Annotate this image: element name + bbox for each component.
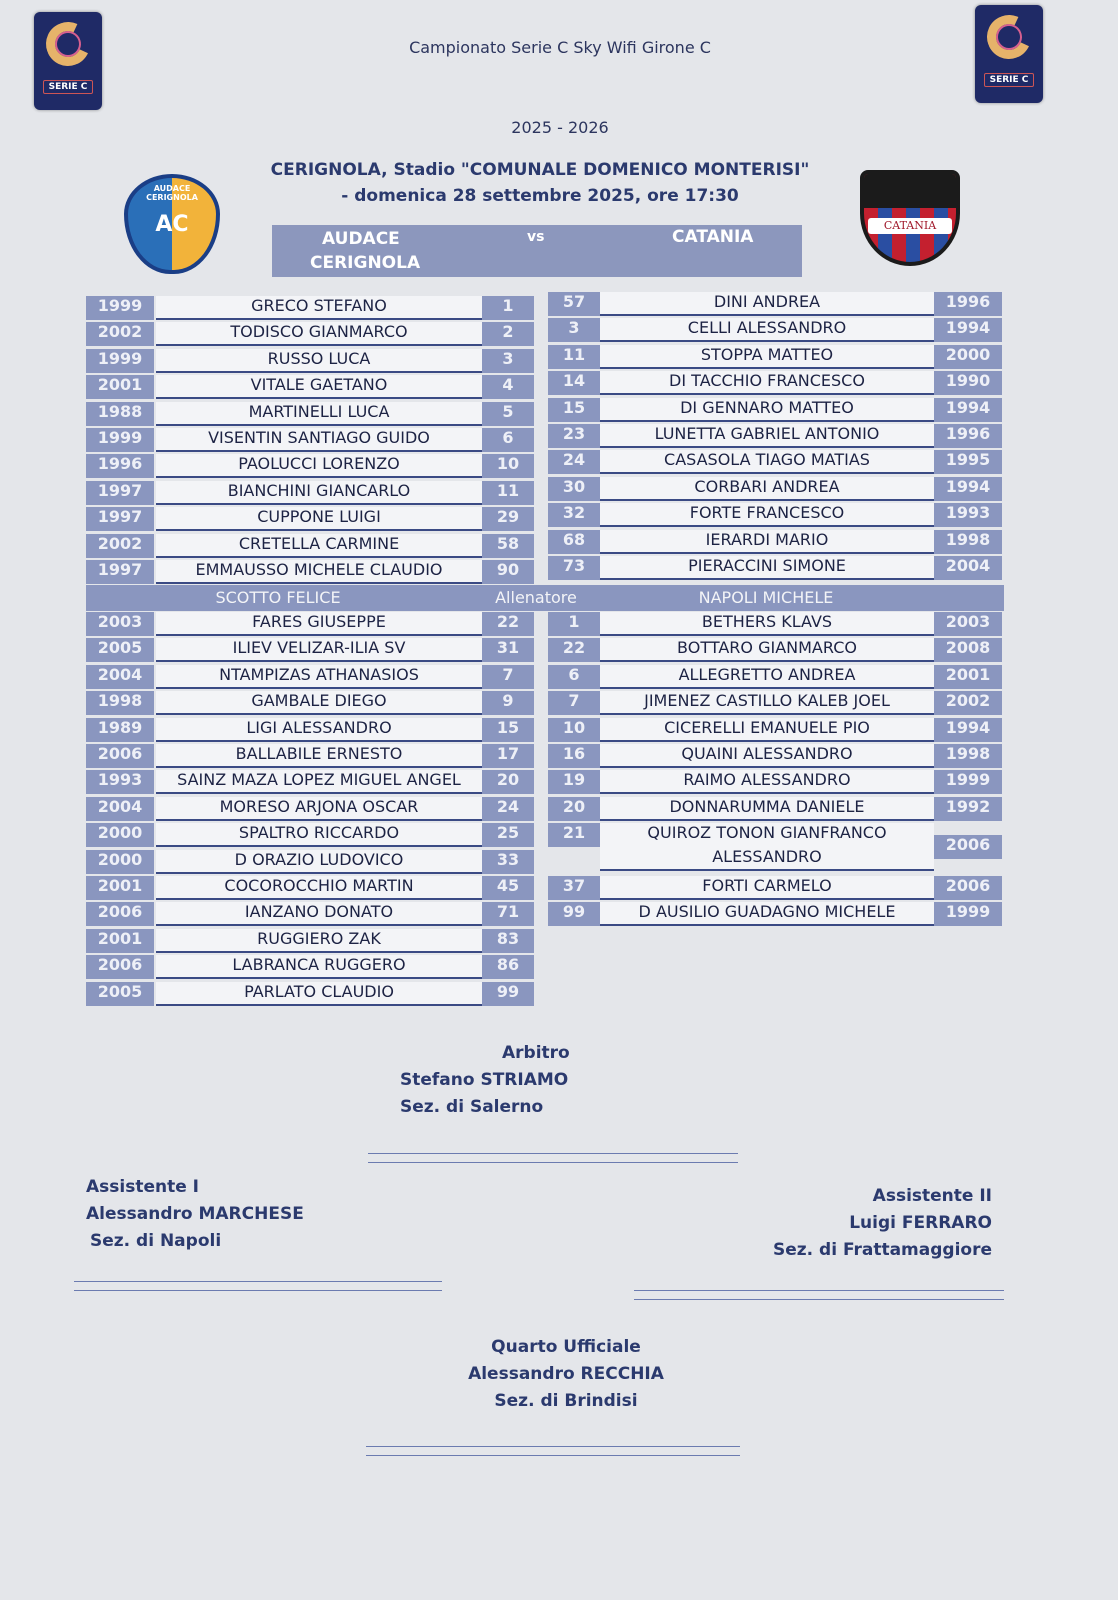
home-player-name: GAMBALE DIEGO <box>156 691 482 715</box>
home-player-name: SPALTRO RICCARDO <box>156 823 482 847</box>
away-player-name: CELLI ALESSANDRO <box>600 318 934 342</box>
away-player-number: 21 <box>548 823 600 847</box>
home-player-name: BALLABILE ERNESTO <box>156 744 482 768</box>
home-player-name: EMMAUSSO MICHELE CLAUDIO <box>156 560 482 584</box>
home-player-number: 3 <box>482 349 534 373</box>
home-player-name: FARES GIUSEPPE <box>156 612 482 636</box>
crest-away-name: CATANIA <box>868 218 952 234</box>
away-player-name: BETHERS KLAVS <box>600 612 934 636</box>
away-player-name: CICERELLI EMANUELE PIO <box>600 718 934 742</box>
home-player-birth-year: 1999 <box>86 296 154 320</box>
away-player-name: FORTI CARMELO <box>600 876 934 900</box>
home-player-birth-year: 1999 <box>86 349 154 373</box>
fourth-official-signature-line <box>366 1446 740 1456</box>
home-player-name: BIANCHINI GIANCARLO <box>156 481 482 505</box>
away-player-number: 11 <box>548 345 600 369</box>
home-player-name: VISENTIN SANTIAGO GUIDO <box>156 428 482 452</box>
home-player-birth-year: 1997 <box>86 560 154 584</box>
away-player-name: QUAINI ALESSANDRO <box>600 744 934 768</box>
referee-signature-line <box>368 1153 738 1163</box>
home-player-birth-year: 2000 <box>86 850 154 874</box>
away-player-name: PIERACCINI SIMONE <box>600 556 934 580</box>
home-player-number: 2 <box>482 322 534 346</box>
home-player-name: RUGGIERO ZAK <box>156 929 482 953</box>
home-player-name: PAOLUCCI LORENZO <box>156 454 482 478</box>
serie-c-logo-label: SERIE C <box>984 73 1035 87</box>
home-player-number: 11 <box>482 481 534 505</box>
home-player-number: 5 <box>482 402 534 426</box>
venue: CERIGNOLA, Stadio "COMUNALE DOMENICO MONTERISI" <box>270 160 810 180</box>
home-player-name: SAINZ MAZA LOPEZ MIGUEL ANGEL <box>156 770 482 794</box>
season: 2025 - 2026 <box>511 118 609 137</box>
serie-c-emblem-icon <box>40 16 96 72</box>
away-player-birth-year: 1994 <box>934 477 1002 501</box>
home-player-number: 99 <box>482 982 534 1006</box>
home-player-birth-year: 2005 <box>86 638 154 662</box>
away-player-number: 20 <box>548 797 600 821</box>
home-player-birth-year: 2004 <box>86 665 154 689</box>
fourth-official-name: Alessandro RECCHIA <box>468 1364 664 1384</box>
home-player-name: ILIEV VELIZAR-ILIA SV <box>156 638 482 662</box>
home-player-number: 10 <box>482 454 534 478</box>
crest-elephant-band <box>864 174 956 208</box>
assistant2-signature-line <box>634 1290 1004 1300</box>
home-player-number: 15 <box>482 718 534 742</box>
away-player-birth-year: 1998 <box>934 530 1002 554</box>
serie-c-logo-left <box>34 12 102 110</box>
home-player-birth-year: 2003 <box>86 612 154 636</box>
home-player-name: TODISCO GIANMARCO <box>156 322 482 346</box>
away-player-name: DONNARUMMA DANIELE <box>600 797 934 821</box>
away-player-name: ALLEGRETTO ANDREA <box>600 665 934 689</box>
home-player-number: 1 <box>482 296 534 320</box>
home-player-name: IANZANO DONATO <box>156 902 482 926</box>
home-player-name: RUSSO LUCA <box>156 349 482 373</box>
away-player-number: 37 <box>548 876 600 900</box>
assistant2-name: Luigi FERRARO <box>849 1213 992 1233</box>
away-player-number: 57 <box>548 292 600 316</box>
home-player-birth-year: 1996 <box>86 454 154 478</box>
away-player-number: 1 <box>548 612 600 636</box>
referee-block <box>400 1040 700 1121</box>
home-player-name: PARLATO CLAUDIO <box>156 982 482 1006</box>
away-player-birth-year: 2003 <box>934 612 1002 636</box>
away-player-name: D AUSILIO GUADAGNO MICHELE <box>600 902 934 926</box>
referee-role: Arbitro <box>502 1043 570 1063</box>
away-player-name-line1: QUIROZ TONON GIANFRANCO <box>600 823 934 847</box>
catania-crest <box>860 170 960 266</box>
home-player-name: MARTINELLI LUCA <box>156 402 482 426</box>
home-player-number: 9 <box>482 691 534 715</box>
home-player-birth-year: 2005 <box>86 982 154 1006</box>
home-player-name: COCOROCCHIO MARTIN <box>156 876 482 900</box>
away-player-name: DI GENNARO MATTEO <box>600 398 934 422</box>
away-player-birth-year: 2008 <box>934 638 1002 662</box>
away-player-name: DINI ANDREA <box>600 292 934 316</box>
home-player-name: LIGI ALESSANDRO <box>156 718 482 742</box>
home-player-number: 58 <box>482 534 534 558</box>
away-player-birth-year: 2001 <box>934 665 1002 689</box>
away-player-number: 10 <box>548 718 600 742</box>
away-player-name-line2: ALESSANDRO <box>600 847 934 871</box>
home-team-line2: CERIGNOLA <box>310 253 421 273</box>
home-player-number: 29 <box>482 507 534 531</box>
serie-c-emblem-icon <box>981 9 1037 65</box>
coach-bar <box>86 585 1004 611</box>
home-player-number: 6 <box>482 428 534 452</box>
referee-section: Sez. di Salerno <box>400 1097 544 1117</box>
home-player-name: MORESO ARJONA OSCAR <box>156 797 482 821</box>
audace-cerignola-crest <box>124 174 220 274</box>
away-player-number: 24 <box>548 450 600 474</box>
home-player-birth-year: 2000 <box>86 823 154 847</box>
home-coach: SCOTTO FELICE <box>215 588 341 607</box>
away-player-name: CASASOLA TIAGO MATIAS <box>600 450 934 474</box>
home-player-number: 31 <box>482 638 534 662</box>
home-player-birth-year: 2001 <box>86 929 154 953</box>
home-player-number: 90 <box>482 560 534 584</box>
away-player-birth-year: 2006 <box>934 835 1002 859</box>
away-player-number: 19 <box>548 770 600 794</box>
home-player-birth-year: 1988 <box>86 402 154 426</box>
away-player-birth-year: 1999 <box>934 770 1002 794</box>
away-player-birth-year: 2000 <box>934 345 1002 369</box>
home-player-name: NTAMPIZAS ATHANASIOS <box>156 665 482 689</box>
away-player-number: 30 <box>548 477 600 501</box>
serie-c-logo-label: SERIE C <box>43 80 94 94</box>
away-player-number: 73 <box>548 556 600 580</box>
away-player-number: 6 <box>548 665 600 689</box>
away-player-number: 14 <box>548 371 600 395</box>
away-player-birth-year: 1993 <box>934 503 1002 527</box>
home-player-birth-year: 2006 <box>86 902 154 926</box>
home-player-birth-year: 2006 <box>86 955 154 979</box>
home-player-name: CRETELLA CARMINE <box>156 534 482 558</box>
away-coach: NAPOLI MICHELE <box>698 588 834 607</box>
home-player-number: 20 <box>482 770 534 794</box>
away-player-birth-year: 1996 <box>934 292 1002 316</box>
home-player-birth-year: 1998 <box>86 691 154 715</box>
championship-title: Campionato Serie C Sky Wifi Girone C <box>409 38 711 57</box>
home-player-birth-year: 1989 <box>86 718 154 742</box>
away-player-birth-year: 2004 <box>934 556 1002 580</box>
away-player-name: STOPPA MATTEO <box>600 345 934 369</box>
away-player-birth-year: 1990 <box>934 371 1002 395</box>
away-player-birth-year: 1998 <box>934 744 1002 768</box>
away-player-name: DI TACCHIO FRANCESCO <box>600 371 934 395</box>
away-player-birth-year: 1995 <box>934 450 1002 474</box>
away-player-birth-year: 1996 <box>934 424 1002 448</box>
away-player-number: 15 <box>548 398 600 422</box>
assistant1-signature-line <box>74 1281 442 1291</box>
home-player-birth-year: 1997 <box>86 481 154 505</box>
vs-label: vs <box>527 229 545 245</box>
home-player-birth-year: 1997 <box>86 507 154 531</box>
away-player-birth-year: 2006 <box>934 876 1002 900</box>
home-player-birth-year: 2004 <box>86 797 154 821</box>
away-player-name: BOTTARO GIANMARCO <box>600 638 934 662</box>
match-banner <box>272 225 802 277</box>
assistant1-section: Sez. di Napoli <box>90 1231 222 1251</box>
away-player-number: 7 <box>548 691 600 715</box>
fourth-official-section: Sez. di Brindisi <box>494 1391 638 1411</box>
home-player-birth-year: 2001 <box>86 876 154 900</box>
crest-home-letters: AC <box>155 211 189 237</box>
away-player-number: 68 <box>548 530 600 554</box>
away-player-name: CORBARI ANDREA <box>600 477 934 501</box>
away-player-birth-year: 2002 <box>934 691 1002 715</box>
away-player-name: RAIMO ALESSANDRO <box>600 770 934 794</box>
away-player-number: 16 <box>548 744 600 768</box>
home-player-birth-year: 1993 <box>86 770 154 794</box>
home-player-number: 25 <box>482 823 534 847</box>
match-date: - domenica 28 settembre 2025, ore 17:30 <box>341 186 739 206</box>
assistant1-role: Assistente I <box>86 1177 199 1197</box>
away-player-number: 32 <box>548 503 600 527</box>
home-player-number: 24 <box>482 797 534 821</box>
away-player-name: FORTE FRANCESCO <box>600 503 934 527</box>
away-player-birth-year: 1999 <box>934 902 1002 926</box>
away-player-name: LUNETTA GABRIEL ANTONIO <box>600 424 934 448</box>
crest-home-name: AUDACE CERIGNOLA <box>146 184 198 202</box>
home-player-number: 17 <box>482 744 534 768</box>
assistant1-name: Alessandro MARCHESE <box>86 1204 304 1224</box>
home-player-number: 7 <box>482 665 534 689</box>
away-player-name: JIMENEZ CASTILLO KALEB JOEL <box>600 691 934 715</box>
home-player-number: 22 <box>482 612 534 636</box>
home-player-number: 86 <box>482 955 534 979</box>
home-player-birth-year: 2001 <box>86 375 154 399</box>
home-player-birth-year: 2002 <box>86 322 154 346</box>
home-player-birth-year: 1999 <box>86 428 154 452</box>
away-player-birth-year: 1992 <box>934 797 1002 821</box>
home-player-name: LABRANCA RUGGERO <box>156 955 482 979</box>
fourth-official-role: Quarto Ufficiale <box>491 1337 641 1357</box>
home-player-name: D ORAZIO LUDOVICO <box>156 850 482 874</box>
away-player-number: 22 <box>548 638 600 662</box>
away-player-birth-year: 1994 <box>934 318 1002 342</box>
assistant2-section: Sez. di Frattamaggiore <box>772 1240 992 1260</box>
home-player-number: 33 <box>482 850 534 874</box>
away-player-number: 3 <box>548 318 600 342</box>
home-player-birth-year: 2006 <box>86 744 154 768</box>
home-team-line1: AUDACE <box>322 229 400 249</box>
home-player-number: 83 <box>482 929 534 953</box>
home-player-number: 71 <box>482 902 534 926</box>
away-player-number: 99 <box>548 902 600 926</box>
coach-label: Allenatore <box>495 588 577 607</box>
away-player-number: 23 <box>548 424 600 448</box>
away-player-birth-year: 1994 <box>934 398 1002 422</box>
away-team-name: CATANIA <box>672 227 754 247</box>
assistant1-block <box>86 1174 406 1255</box>
home-player-name: CUPPONE LUIGI <box>156 507 482 531</box>
referee-name: Stefano STRIAMO <box>400 1070 569 1090</box>
away-player-birth-year: 1994 <box>934 718 1002 742</box>
serie-c-logo-right <box>975 5 1043 103</box>
home-player-number: 45 <box>482 876 534 900</box>
home-player-birth-year: 2002 <box>86 534 154 558</box>
away-player-name: IERARDI MARIO <box>600 530 934 554</box>
fourth-official-block <box>420 1334 712 1415</box>
home-player-number: 4 <box>482 375 534 399</box>
home-player-name: GRECO STEFANO <box>156 296 482 320</box>
assistant2-block <box>640 1183 992 1264</box>
home-player-name: VITALE GAETANO <box>156 375 482 399</box>
assistant2-role: Assistente II <box>872 1186 992 1206</box>
